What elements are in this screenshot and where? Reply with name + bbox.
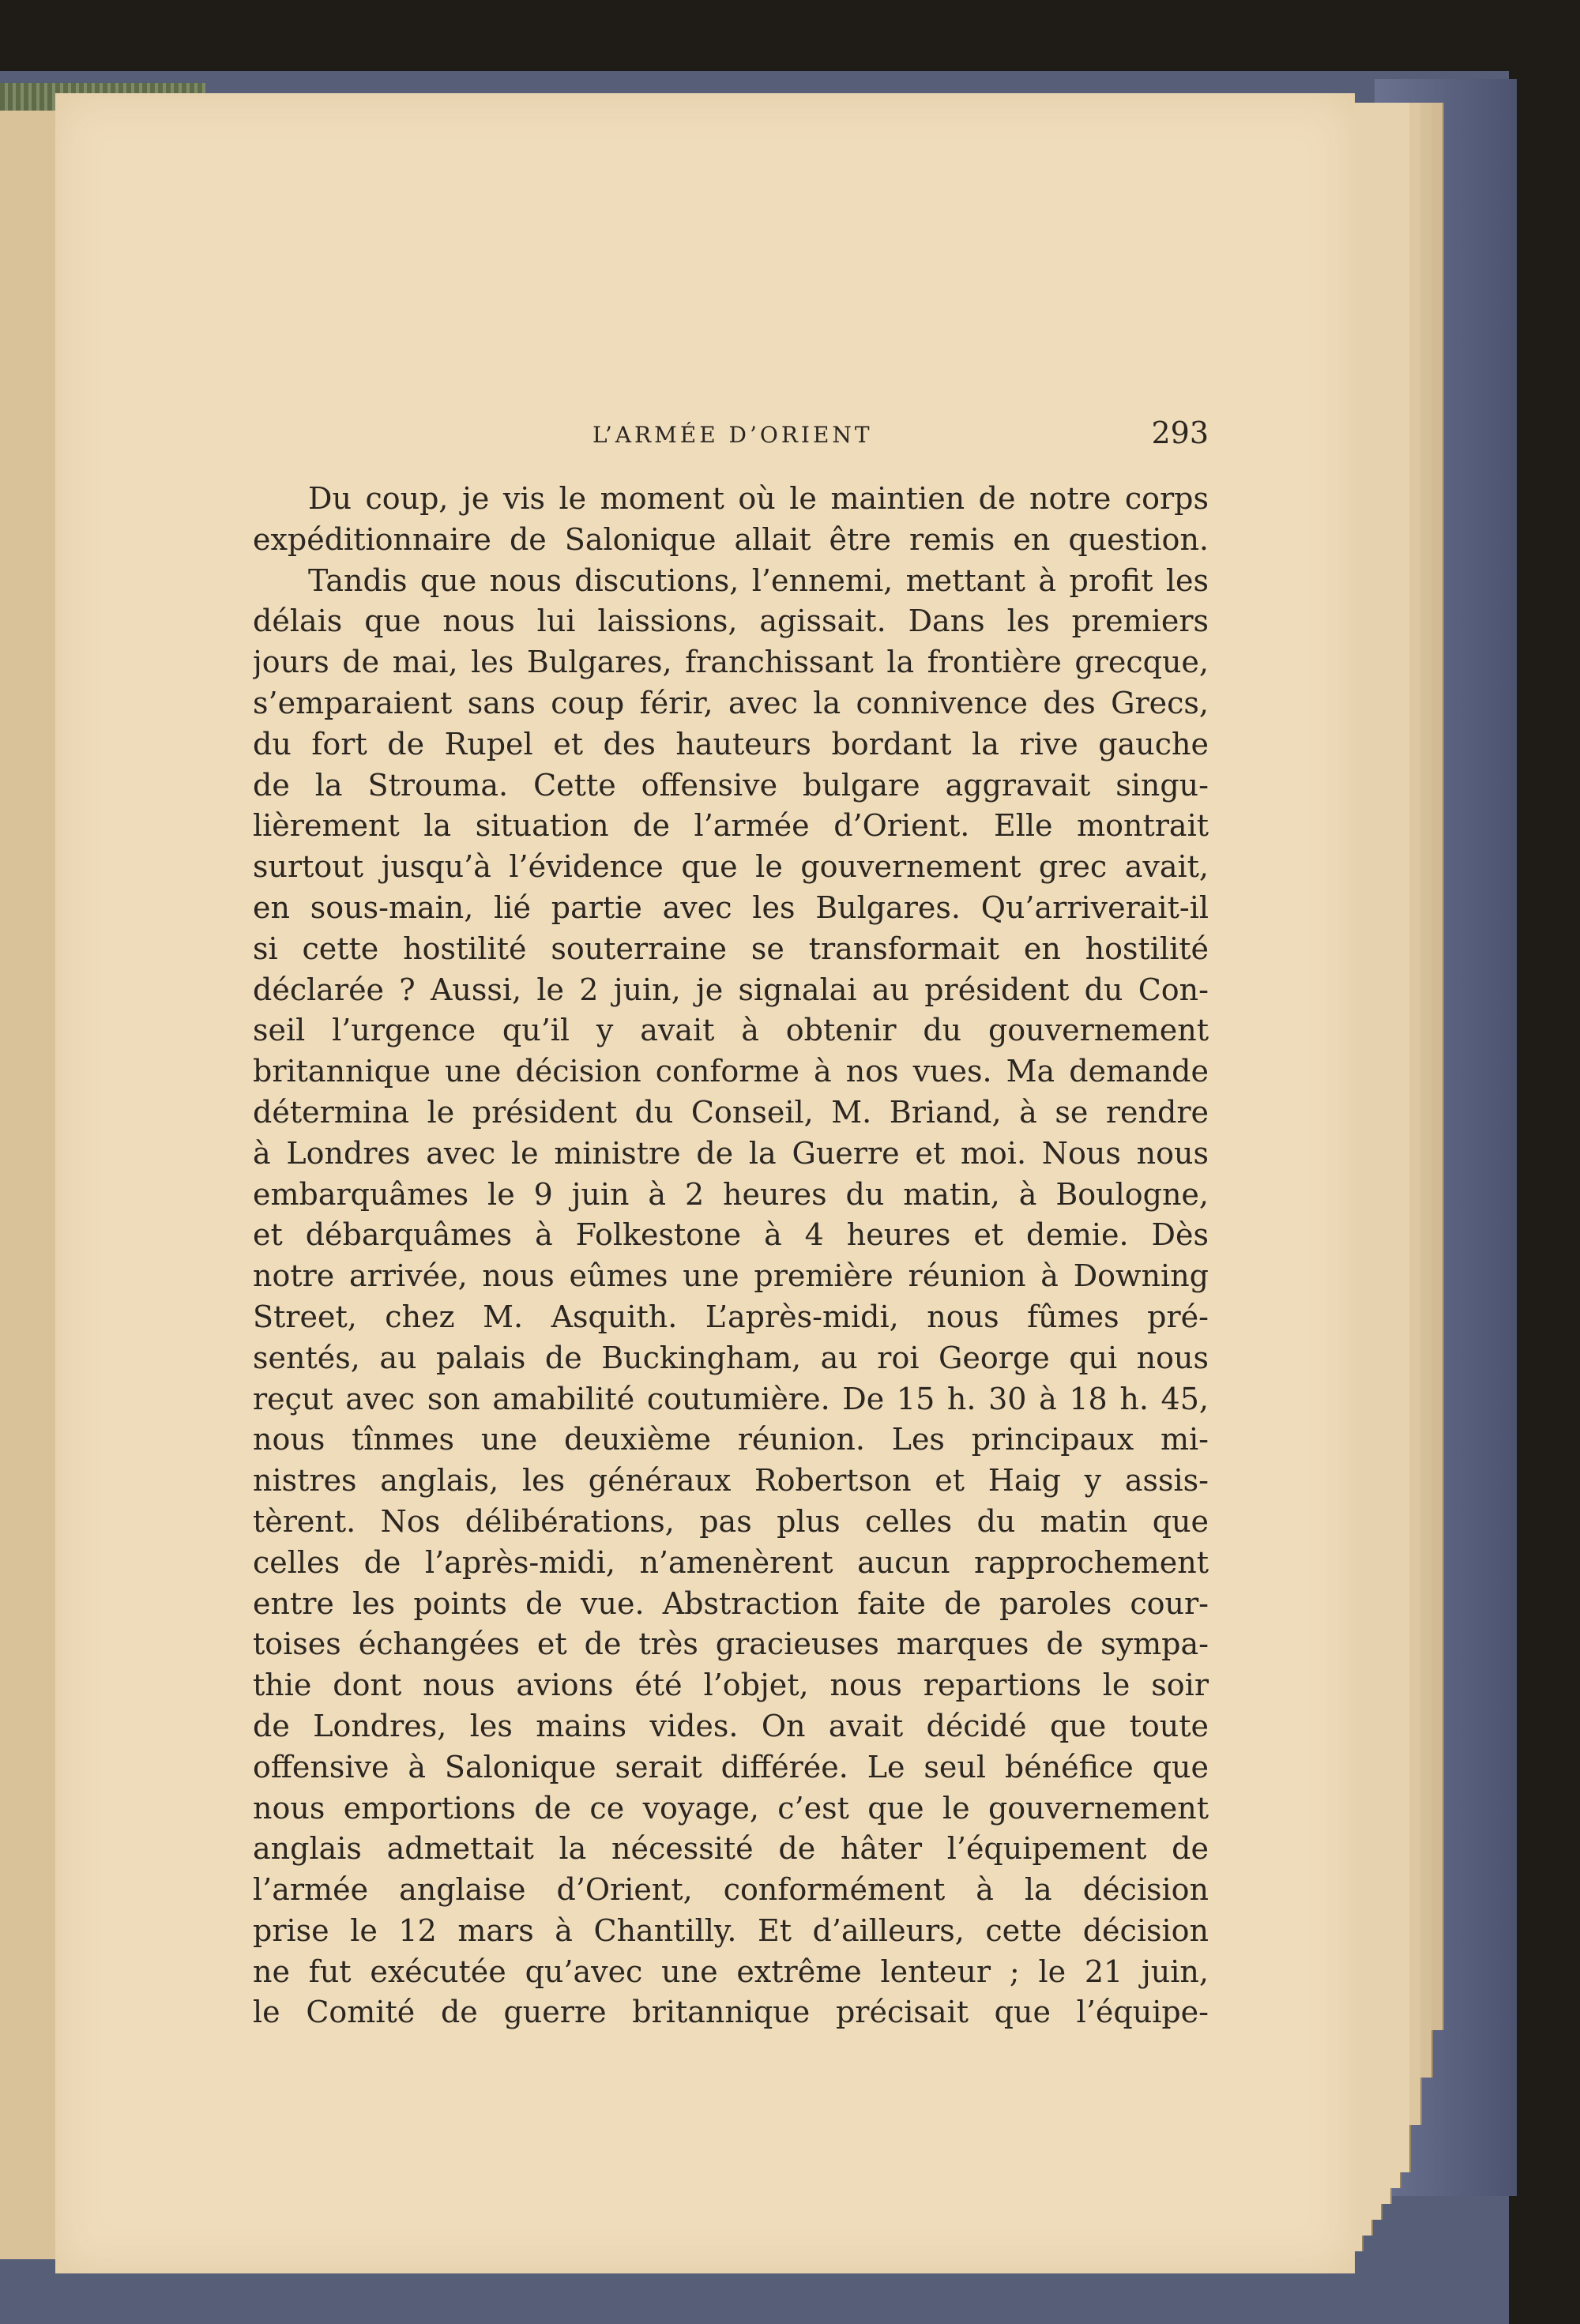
text-line: à Londres avec le ministre de la Guerre et moi. Nous nous [253,1135,1209,1171]
page-header [253,416,1209,460]
book-page [55,93,1355,2273]
text-line: nistres anglais, les généraux Robertson et Haig y assis- [253,1463,1209,1499]
text-line: sentés, au palais de Buckingham, au roi George qui nous [253,1340,1209,1375]
text-line: Du coup, je vis le moment où le maintien de notre corps [308,481,1209,516]
text-line: reçut avec son amabilité coutumière. De 15 h. 30 à 18 h. 45, [253,1381,1209,1416]
text-line: s’emparaient sans coup férir, avec la connivence des Grecs, [253,685,1209,720]
text-line: Street, chez M. Asquith. L’après-midi, nous fûmes pré- [253,1299,1209,1334]
text-line: déclarée ? Aussi, le 2 juin, je signalai au président du Con- [253,972,1209,1007]
running-title: L’ARMÉE D’ORIENT [592,422,873,448]
text-line: toises échangées et de très gracieuses marques de sympa- [253,1626,1209,1662]
text-line: notre arrivée, nous eûmes une première réunion à Downing [253,1258,1209,1294]
text-line: surtout jusqu’à l’évidence que le gouvernement grec avait, [253,849,1209,885]
text-line: lièrement la situation de l’armée d’Orient. Elle montrait [253,808,1209,844]
text-line: de la Strouma. Cette offensive bulgare aggravait singu- [253,767,1209,803]
text-line: détermina le président du Conseil, M. Briand, à se rendre [253,1094,1209,1130]
text-line: le Comité de guerre britannique précisait que l’équipe- [253,1995,1209,2030]
body-text [253,479,1209,2033]
text-line: prise le 12 mars à Chantilly. Et d’ailleurs, cette décision [253,1912,1209,1948]
text-line: nous emportions de ce voyage, c’est que le gouvernement [253,1790,1209,1826]
text-line: celles de l’après-midi, n’amenèrent aucun rapprochement [253,1544,1209,1580]
text-line: de Londres, les mains vides. On avait décidé que toute [253,1708,1209,1743]
text-line: britannique une décision conforme à nos vues. Ma demande [253,1054,1209,1089]
text-line: thie dont nous avions été l’objet, nous repartions le soir [253,1668,1209,1703]
text-line: Tandis que nous discutions, l’ennemi, mettant à profit les [308,562,1209,598]
text-line: l’armée anglaise d’Orient, conformément à la décision [253,1872,1209,1908]
text-line: en sous-main, lié partie avec les Bulgares. Qu’arriverait-il [253,889,1209,925]
text-line: ne fut exécutée qu’avec une extrême lenteur ; le 21 juin, [253,1954,1209,1989]
text-line: anglais admettait la nécessité de hâter l’équipement de [253,1831,1209,1867]
text-line: embarquâmes le 9 juin à 2 heures du matin, à Boulogne, [253,1176,1209,1212]
text-line: si cette hostilité souterraine se transformait en hostilité [253,931,1209,966]
text-line: du fort de Rupel et des hauteurs bordant la rive gauche [253,726,1209,762]
text-line: nous tînmes une deuxième réunion. Les principaux mi- [253,1422,1209,1457]
page-edge [1431,103,1444,2030]
text-line: seil l’urgence qu’il y avait à obtenir du gouvernement [253,1013,1209,1048]
text-line: expéditionnaire de Salonique allait être remis en question. [253,521,1209,557]
text-line: jours de mai, les Bulgares, franchissant la frontière grecque, [253,645,1209,680]
page-number: 293 [1151,416,1209,450]
text-line: et débarquâmes à Folkestone à 4 heures et demie. Dès [253,1217,1209,1253]
text-line: délais que nous lui laissions, agissait. Dans les premiers [253,604,1209,639]
text-line: entre les points de vue. Abstraction faite de paroles cour- [253,1585,1209,1621]
text-line: tèrent. Nos délibérations, pas plus celles du matin que [253,1503,1209,1539]
text-line: offensive à Salonique serait différée. Le seul bénéfice que [253,1749,1209,1784]
